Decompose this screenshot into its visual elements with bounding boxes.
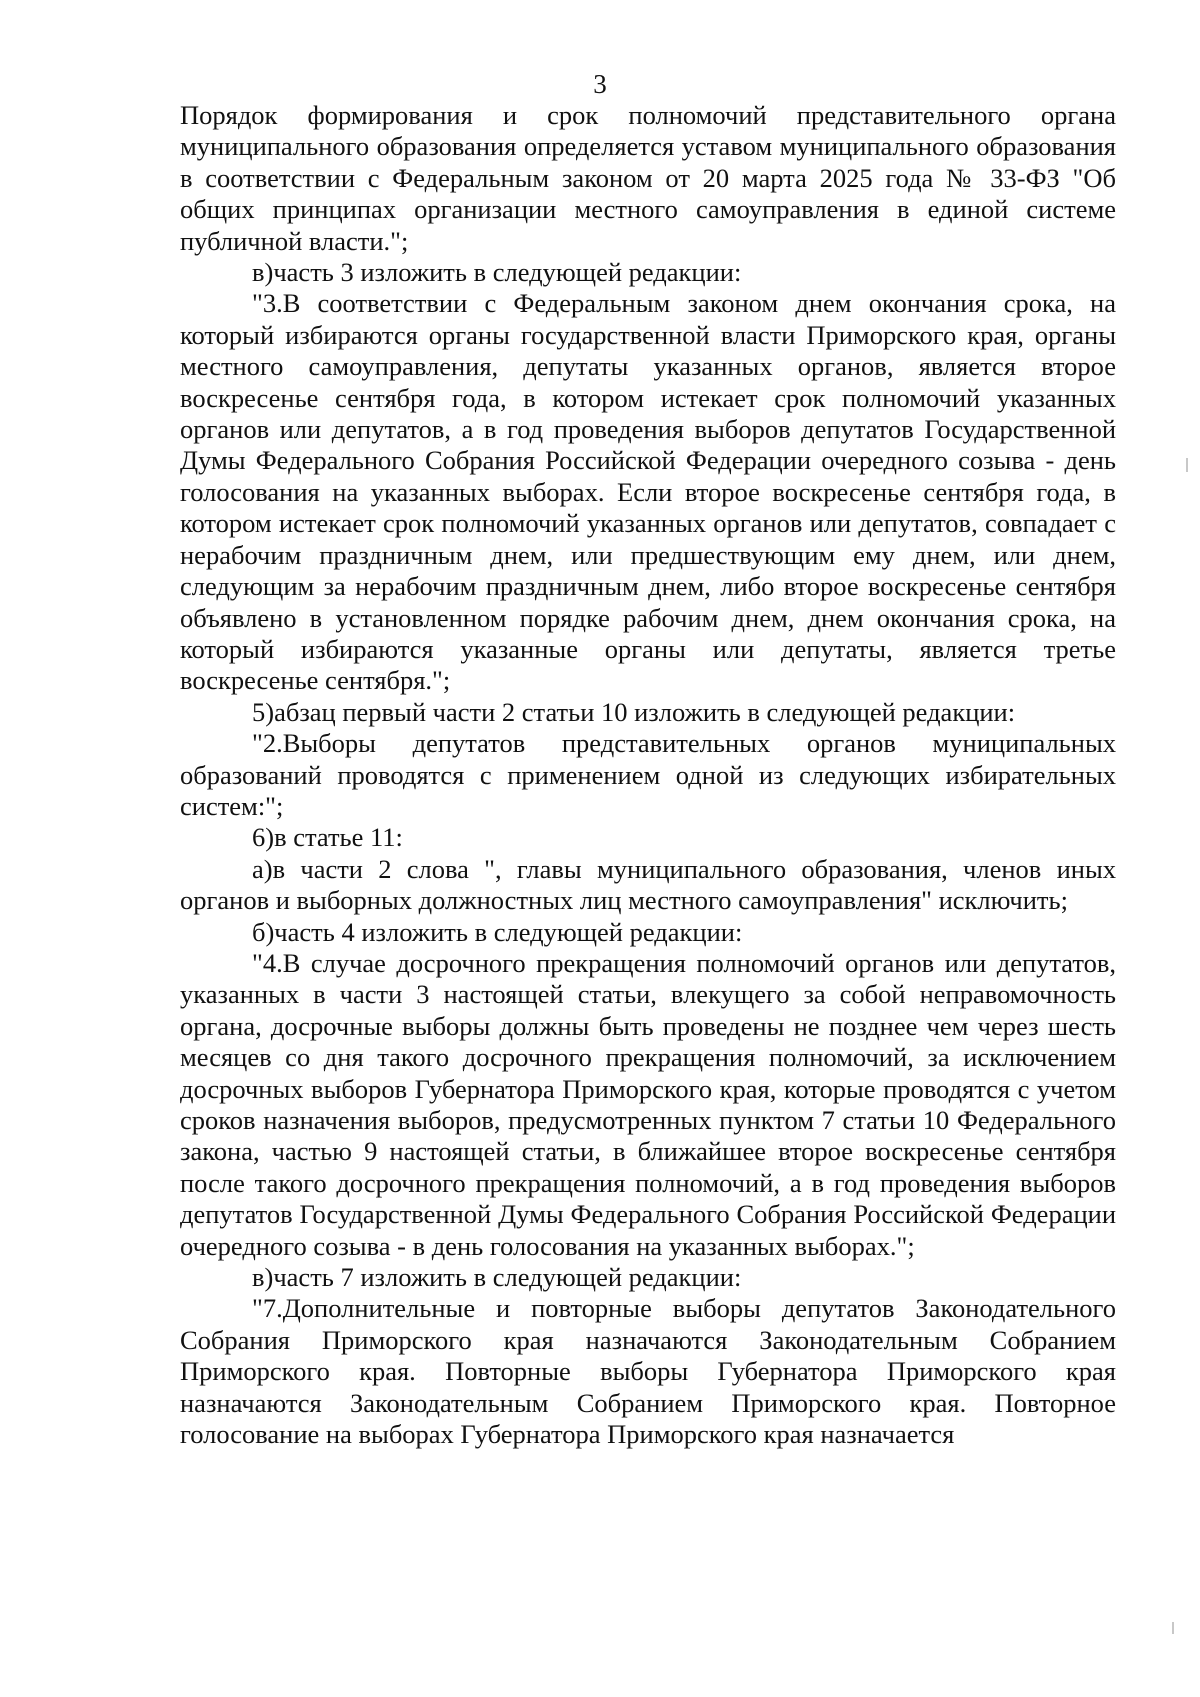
- scan-artifact: [1172, 1622, 1174, 1634]
- scan-artifact: [1186, 458, 1188, 472]
- paragraph: "7.Дополнительные и повторные выборы депутатов Законодательного Собрания Приморского края назначаются Законодательным Собранием Приморского края. Повторные выборы Губернатора Приморского края назначаются Законодательным Собранием Приморского края. Повторное голосование на выборах Губернатора Приморского края назначается: [180, 1293, 1116, 1450]
- paragraph: 6)в статье 11:: [252, 822, 403, 853]
- paragraph: в)часть 3 изложить в следующей редакции:: [252, 257, 742, 288]
- document-body: [180, 100, 1116, 1450]
- paragraph: б)часть 4 изложить в следующей редакции:: [252, 916, 743, 947]
- paragraph: "2.Выборы депутатов представительных органов муниципальных образований проводятся с применением одной из следующих избирательных систем:";: [180, 728, 1116, 821]
- paragraph: в)часть 7 изложить в следующей редакции:: [252, 1262, 742, 1293]
- paragraph: "3.В соответствии с Федеральным законом днем окончания срока, на который избираются органы государственной власти Приморского края, органы местного самоуправления, депутаты указанных органов, является второе воскресенье сентября года, в котором истекает срок полномочий указанных органов или депутатов, а в год проведения выборов депутатов Государственной Думы Федерального Собрания Российской Федерации очередного созыва - день голосования на указанных выборах. Если второе воскресенье сентября года, в котором истекает срок полномочий указанных органов или депутатов, совпадает с нерабочим праздничным днем, или предшествующим ему днем, или днем, следующим за нерабочим праздничным днем, либо второе воскресенье сентября объявлено в установленном порядке рабочим днем, днем окончания срока, на который избираются указанные органы или депутаты, является третье воскресенье сентября.";: [180, 288, 1116, 696]
- paragraph: "4.В случае досрочного прекращения полномочий органов или депутатов, указанных в части 3 настоящей статьи, влекущего за собой неправомочность органа, досрочные выборы должны быть проведены не позднее чем через шесть месяцев со дня такого досрочного прекращения полномочий, за исключением досрочных выборов Губернатора Приморского края, которые проводятся с учетом сроков назначения выборов, предусмотренных пунктом 7 статьи 10 Федерального закона, частью 9 настоящей статьи, в ближайшее второе воскресенье сентября после такого досрочного прекращения полномочий, а в год проведения выборов депутатов Государственной Думы Федерального Собрания Российской Федерации очередного созыва - в день голосования на указанных выборах.";: [180, 947, 1116, 1261]
- page-number: 3: [593, 69, 607, 99]
- paragraph: 5)абзац первый части 2 статьи 10 изложить в следующей редакции:: [252, 696, 1016, 727]
- paragraph: а)в части 2 слова ", главы муниципального образования, членов иных органов и выборных должностных лиц местного самоуправления" исключить;: [180, 853, 1116, 916]
- paragraph: Порядок формирования и срок полномочий представительного органа муниципального образования определяется уставом муниципального образования в соответствии с Федеральным законом от 20 марта 2025 года № 33-ФЗ "Об общих принципах организации местного самоуправления в единой системе публичной власти.";: [180, 100, 1116, 256]
